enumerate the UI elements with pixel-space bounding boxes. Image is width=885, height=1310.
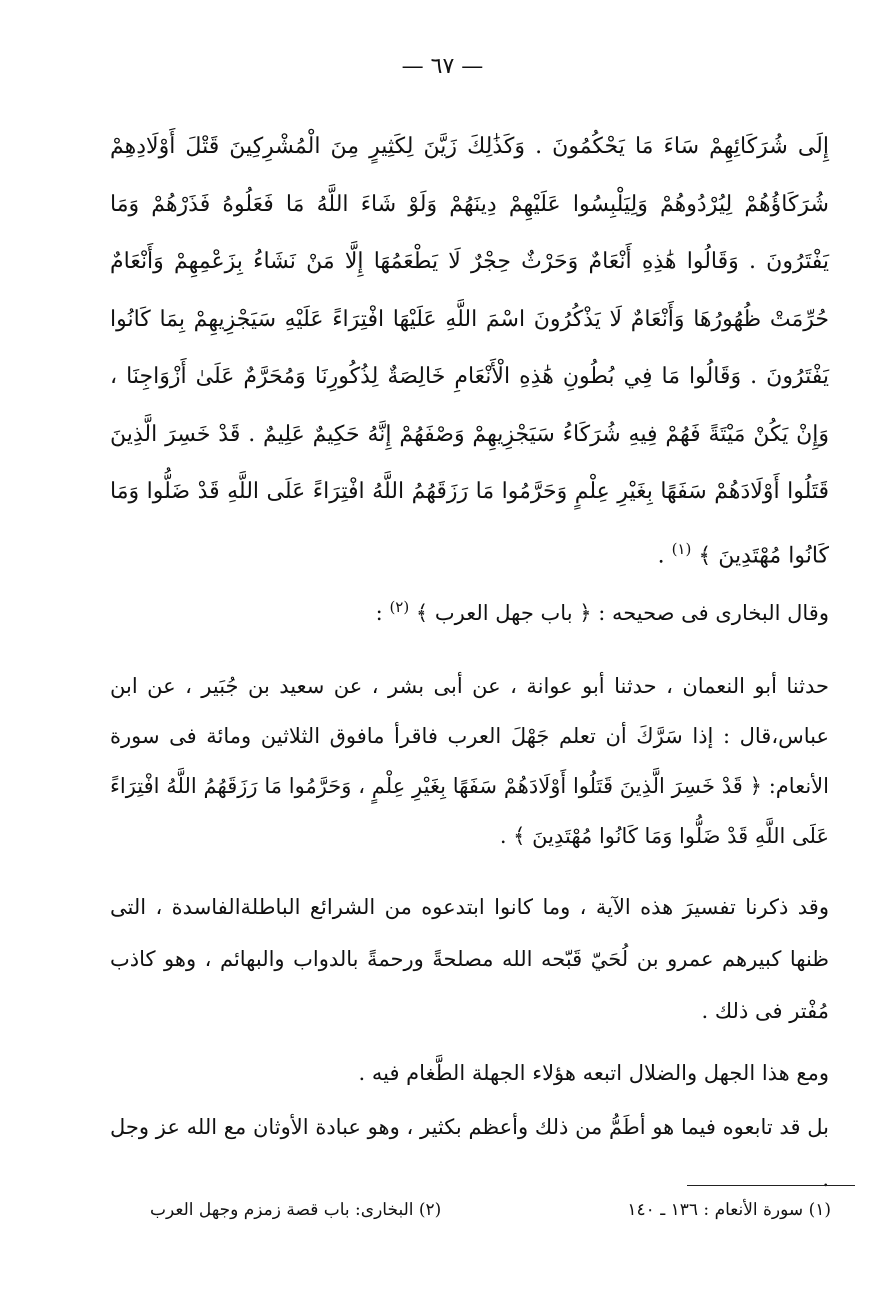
intro-paragraph xyxy=(110,581,829,639)
verse-end-punct: . xyxy=(657,542,672,568)
verse-line: فَهُمْ فِيهِ شُرَكَاءُ سَيَجْزِيهِمْ وَصْفَهُمْ إِنَّهُ حَكِيمٌ عَلِيمٌ . قَدْ خَسِرَ الَّذِينَ قَتَلُوا أَوْلَادَهُمْ xyxy=(110,421,830,504)
verse-line: وَقَالُوا مَا فِي بُطُونِ هَٰذِهِ الْأَنْعَامِ خَالِصَةٌ لِذُكُورِنَا وَمُحَرَّمٌ عَلَىٰ أَزْوَاجِنَا ، وَإِنْ يَكُنْ مَيْتَةً xyxy=(110,364,829,447)
verse-line: ظُهُورُهَا وَأَنْعَامٌ لَا يَذْكُرُونَ اسْمَ اللَّهِ عَلَيْهَا افْتِرَاءً عَلَيْهِ سَيَجْزِيهِمْ بِمَا كَانُوا يَفْتَرُونَ . xyxy=(110,306,829,389)
verse-line: مُهْتَدِينَ ﴾ xyxy=(698,542,782,568)
verse-line: وَقَالُوا هَٰذِهِ أَنْعَامٌ وَحَرْثٌ حِجْرٌ لَا يَطْعَمُهَا إِلَّا مَنْ نَشَاءُ بِزَعْمِهِمْ وَأَنْعَامٌ حُرِّمَتْ xyxy=(110,249,829,332)
footnote-1: (١) سورة الأنعام : ١٣٦ ـ ١٤٠ xyxy=(627,1200,831,1220)
tafsir-paragraph: وقد ذكرنا تفسيرَ هذه الآية ، وما كانوا ابتدعوه من الشرائع الباطلةالفاسدة ، التى ظنها كبيرهم عمرو بن لُحَيّ قَبّحه الله مصلحةً ورحمةً بالدواب والبهائم ، وهو كاذب مُفْتر فى ذلك . xyxy=(110,895,829,1023)
page-number: — ٦٧ — xyxy=(401,54,484,79)
footnotes xyxy=(150,1200,831,1220)
intro-text: وقال البخارى فى صحيحه : ﴿ باب جهل العرب ﴾ xyxy=(415,601,829,625)
verse-line: شُرَكَاؤُهُمْ لِيُرْدُوهُمْ وَلِيَلْبِسُوا عَلَيْهِمْ دِينَهُمْ وَلَوْ شَاءَ اللَّهُ مَا فَعَلُوهُ فَذَرْهُمْ وَمَا يَفْتَرُونَ . xyxy=(110,191,829,274)
follow-paragraph: ومع هذا الجهل والضلال اتبعه هؤلاء الجهلة الطَّغام فيه . xyxy=(358,1061,829,1085)
verse-line: إِلَى شُرَكَائِهِمْ سَاءَ مَا يَحْكُمُونَ . وَكَذَٰلِكَ زَيَّنَ لِكَثِيرٍ مِنَ الْمُشْرِكِينَ قَتْلَ أَوْلَادِهِمْ xyxy=(110,134,829,159)
footnote-divider xyxy=(687,1185,855,1186)
hadith-paragraph: حدثنا أبو النعمان ، حدثنا أبو عوانة ، عن أبى بشر ، عن سعيد بن جُبَير ، عن ابن عباس،قال : إذا سَرَّكَ أن تعلم جَهْلَ العرب فاقرأ مافوق الثلاثين ومائة فى سورة الأنعام: ﴿ قَدْ خَسِرَ الَّذِينَ قَتَلُوا أَوْلَادَهُمْ سَفَهًا بِغَيْرِ عِلْمٍ ، وَحَرَّمُوا مَا رَزَقَهُمُ اللَّهُ افْتِرَاءً عَلَى اللَّهِ قَدْ ضَلُّوا وَمَا كَانُوا مُهْتَدِينَ ﴾ . xyxy=(110,674,829,848)
verse-line: سَفَهًا بِغَيْرِ عِلْمٍ وَحَرَّمُوا مَا رَزَقَهُمُ اللَّهُ افْتِرَاءً عَلَى اللَّهِ قَدْ ضَلُّوا وَمَا كَانُوا xyxy=(110,479,829,568)
footnote-2: (٢) البخارى: باب قصة زمزم وجهل العرب xyxy=(150,1200,442,1220)
footnote-ref-2: (٢) xyxy=(389,598,410,616)
intro-tail: : xyxy=(375,601,390,625)
quran-verse-block xyxy=(110,118,829,584)
footnote-ref-1: (١) xyxy=(671,539,692,558)
idolatry-paragraph: بل قد تابعوه فيما هو أطَمُّ من ذلك وأعظم بكثير ، وهو عبادة الأوثان مع الله عز وجل . xyxy=(110,1115,829,1191)
